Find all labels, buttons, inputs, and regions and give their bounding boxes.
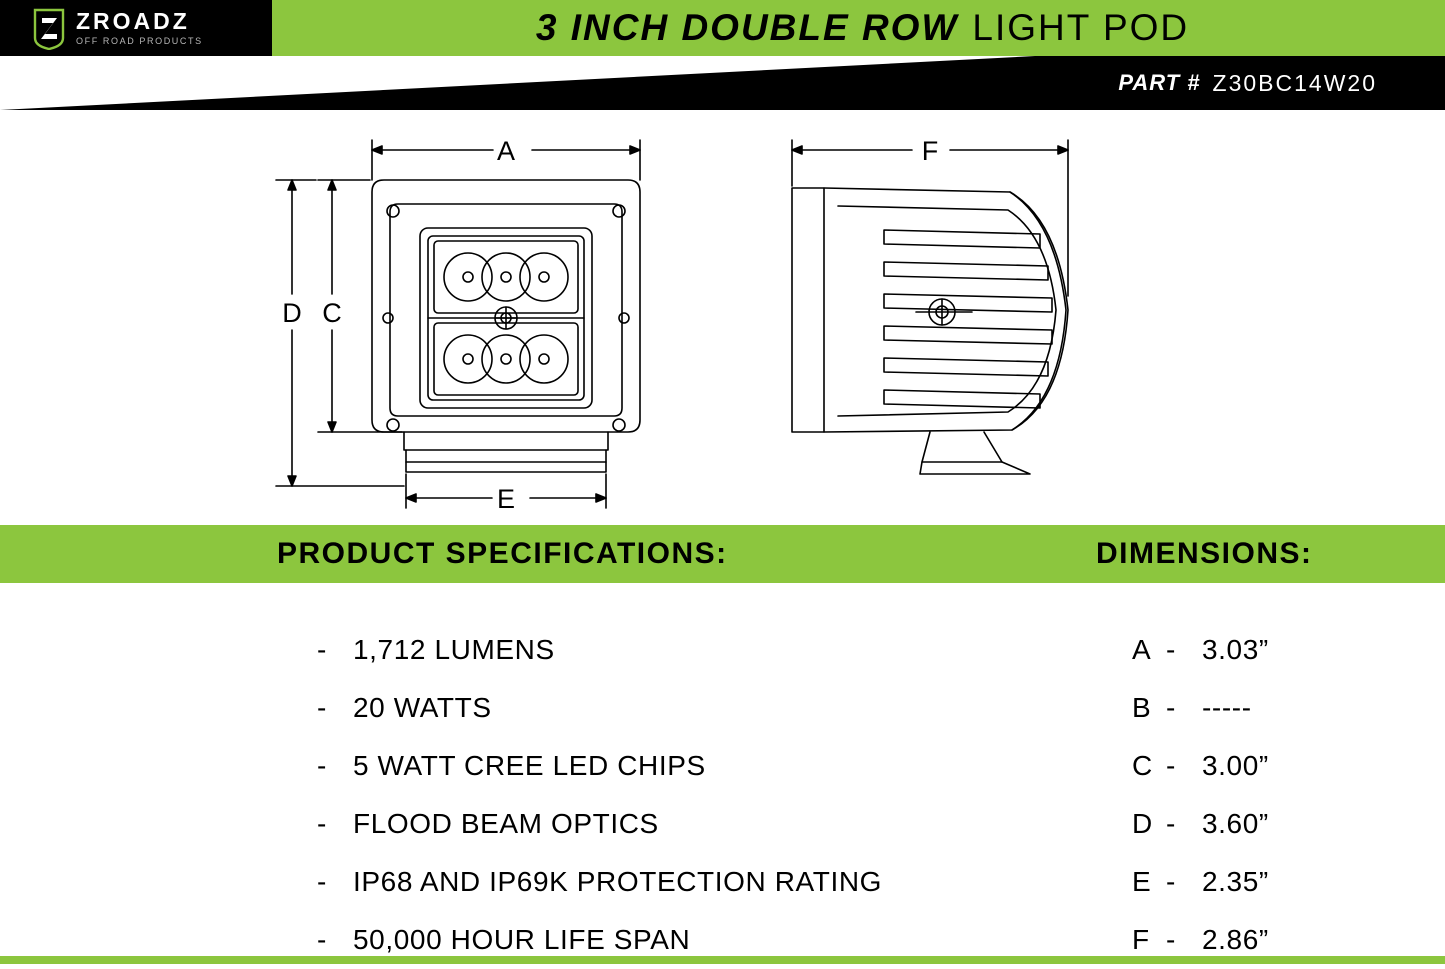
part-number-value: Z30BC14W20 xyxy=(1212,69,1377,96)
list-item xyxy=(1132,737,1432,795)
dim-key: F xyxy=(1132,924,1150,955)
list-item xyxy=(317,737,1077,795)
bullet-dash: - xyxy=(317,808,327,839)
brand-tagline: OFF ROAD PRODUCTS xyxy=(76,36,203,46)
dim-value: 3.00” xyxy=(1202,750,1269,781)
dim-value: 2.86” xyxy=(1202,924,1269,955)
drawing-svg xyxy=(0,110,1445,525)
dim-dash: - xyxy=(1166,634,1176,665)
page-title xyxy=(290,0,1435,56)
dim-label-d: D xyxy=(282,298,302,328)
section-header-bar xyxy=(0,525,1445,583)
page-title-secondary: LIGHT POD xyxy=(972,7,1190,48)
list-item xyxy=(1132,853,1432,911)
specifications-section xyxy=(0,583,1445,964)
dim-key: A xyxy=(1132,634,1152,665)
spec-text: FLOOD BEAM OPTICS xyxy=(353,808,659,839)
dim-label-a: A xyxy=(496,136,516,166)
list-item xyxy=(317,679,1077,737)
technical-drawing xyxy=(0,110,1445,525)
bullet-dash: - xyxy=(317,866,327,897)
dim-dash: - xyxy=(1166,808,1176,839)
dim-dash: - xyxy=(1166,866,1176,897)
list-item xyxy=(1132,679,1432,737)
dim-dash: - xyxy=(1166,692,1176,723)
part-number-row xyxy=(1118,56,1377,110)
specifications-list xyxy=(277,621,1077,969)
bullet-dash: - xyxy=(317,750,327,781)
specifications-heading: PRODUCT SPECIFICATIONS: xyxy=(277,537,728,570)
dim-key: D xyxy=(1132,808,1153,839)
dim-label-e: E xyxy=(496,484,516,514)
dim-dash: - xyxy=(1166,924,1176,955)
list-item xyxy=(317,853,1077,911)
dim-key: B xyxy=(1132,692,1152,723)
list-item xyxy=(1132,621,1432,679)
list-item xyxy=(317,621,1077,679)
dim-value: ----- xyxy=(1202,692,1252,723)
footer-accent-bar xyxy=(0,956,1445,964)
dim-value: 3.60” xyxy=(1202,808,1269,839)
bullet-dash: - xyxy=(317,924,327,955)
spec-text: 50,000 HOUR LIFE SPAN xyxy=(353,924,691,955)
dimensions-heading: DIMENSIONS: xyxy=(1096,537,1313,570)
list-item xyxy=(317,795,1077,853)
z-logo-icon xyxy=(32,8,66,48)
dim-key: E xyxy=(1132,866,1152,897)
dim-label-f: F xyxy=(921,136,939,166)
dim-key: C xyxy=(1132,750,1153,781)
dim-label-c: C xyxy=(322,298,342,328)
spec-text: 20 WATTS xyxy=(353,692,492,723)
dim-value: 3.03” xyxy=(1202,634,1269,665)
spec-text: IP68 AND IP69K PROTECTION RATING xyxy=(353,866,883,897)
page-title-primary: 3 INCH DOUBLE ROW xyxy=(535,7,959,48)
page-header xyxy=(0,0,1445,110)
brand-logo xyxy=(32,4,262,52)
dim-dash: - xyxy=(1166,750,1176,781)
dim-value: 2.35” xyxy=(1202,866,1269,897)
list-item xyxy=(1132,795,1432,853)
spec-text: 1,712 LUMENS xyxy=(353,634,555,665)
bullet-dash: - xyxy=(317,634,327,665)
part-number-label: PART # xyxy=(1118,70,1201,95)
brand-name: ZROADZ xyxy=(76,8,190,34)
spec-text: 5 WATT CREE LED CHIPS xyxy=(353,750,706,781)
dimensions-list xyxy=(1092,621,1432,969)
bullet-dash: - xyxy=(317,692,327,723)
